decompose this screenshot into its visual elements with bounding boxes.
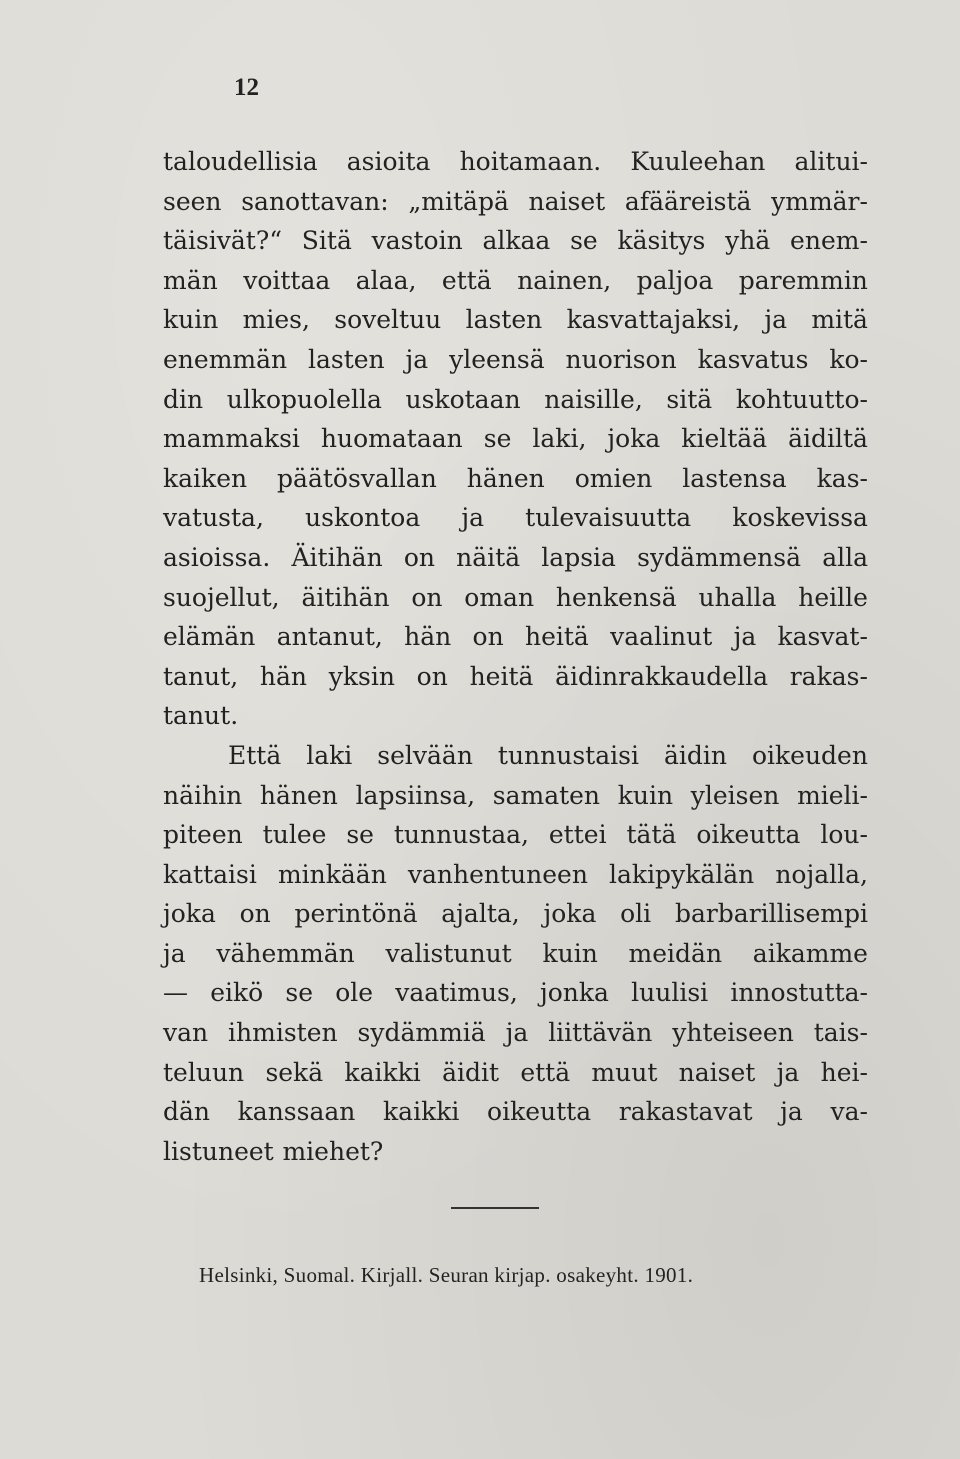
text-line	[163, 578, 868, 618]
word: hoitamaan.	[459, 147, 602, 176]
word: ja	[733, 622, 757, 652]
word: paljoa	[636, 265, 714, 295]
word: äidinrakkaudella	[555, 661, 768, 691]
word: rakas-	[789, 661, 868, 691]
word: laki	[306, 740, 353, 770]
word: on	[239, 899, 271, 929]
text-line	[163, 973, 868, 1013]
word: huomataan	[320, 424, 463, 454]
word: yhä	[725, 226, 771, 256]
word: muut	[591, 1057, 658, 1087]
word: enemmän	[163, 344, 288, 374]
text-line	[163, 182, 868, 222]
word: ja	[764, 305, 788, 335]
word: ole	[335, 978, 374, 1008]
text-line	[163, 459, 868, 499]
word: asioita	[346, 147, 431, 176]
word: kaikki	[344, 1057, 421, 1087]
word: kasvattajaksi,	[566, 305, 741, 335]
text-line	[163, 300, 868, 340]
word: kanssaan	[237, 1097, 356, 1127]
word: laki,	[532, 424, 587, 454]
word: barbarillisempi	[674, 899, 868, 929]
word: aikamme	[752, 938, 868, 968]
word: innostutta-	[730, 978, 868, 1008]
word: alla	[822, 542, 868, 572]
word: naiset	[528, 186, 606, 216]
word: Että	[228, 740, 282, 770]
word: lakipykälän	[609, 859, 755, 889]
word: liittävän	[548, 1018, 653, 1048]
word: lou-	[820, 820, 868, 850]
word: joka	[163, 899, 216, 929]
word: eikö	[210, 978, 264, 1008]
word: mieli-	[797, 780, 868, 810]
word: sekä	[265, 1057, 324, 1087]
word: teluun	[163, 1057, 245, 1087]
word: ja	[776, 1057, 800, 1087]
word: miehet?	[282, 1136, 384, 1166]
word: ajalta,	[441, 899, 520, 929]
word: rakastavat	[618, 1097, 753, 1127]
text-line	[163, 815, 868, 855]
word: näihin	[163, 780, 243, 810]
word: se	[346, 820, 374, 850]
body-text	[163, 142, 868, 1171]
word: vatusta,	[163, 503, 264, 533]
word: uhalla	[698, 582, 777, 612]
word: nuorison	[565, 344, 677, 374]
word: afääreistä	[624, 186, 752, 216]
word: joka	[543, 899, 597, 929]
word: kas-	[816, 463, 868, 493]
word: yleisen	[690, 780, 780, 810]
word: „mitäpä	[408, 186, 509, 216]
word: ihmisten	[228, 1018, 338, 1048]
word: täisivät?“	[163, 226, 283, 256]
word: lasten	[465, 305, 543, 335]
word: vanhentuneen	[407, 859, 588, 889]
text-line	[163, 221, 868, 261]
word: ymmär-	[771, 186, 868, 216]
word: oikeutta	[487, 1097, 592, 1127]
text-line	[163, 894, 868, 934]
word: vaatimus,	[395, 978, 518, 1008]
word: mitä	[811, 305, 868, 335]
word: äidit	[442, 1057, 500, 1087]
word: voittaa	[243, 265, 331, 295]
word: oli	[620, 899, 652, 929]
word: mies,	[242, 305, 310, 335]
word: selvään	[377, 740, 473, 770]
word: oikeutta	[696, 820, 801, 850]
text-line	[163, 855, 868, 895]
text-line	[163, 1013, 868, 1053]
word: van	[163, 1018, 209, 1048]
word: että	[441, 265, 492, 295]
word: päätösvallan	[277, 463, 437, 493]
word: oman	[464, 582, 535, 612]
word: äidin	[663, 740, 727, 770]
word: Äitihän	[291, 542, 383, 572]
text-line	[163, 657, 868, 697]
word: tanut.	[163, 701, 239, 731]
word: kattaisi	[163, 859, 257, 889]
word: lastensa	[682, 463, 787, 493]
word: omien	[574, 463, 653, 493]
text-line	[163, 696, 868, 736]
word: naiset	[678, 1057, 756, 1087]
word: lapsia	[541, 542, 616, 572]
text-line	[163, 1053, 868, 1093]
word: ja	[405, 344, 429, 374]
word: hän	[259, 661, 307, 691]
word: joka	[607, 424, 661, 454]
word: vastoin	[371, 226, 463, 256]
word: henkensä	[555, 582, 677, 612]
word: taloudellisia	[163, 147, 318, 176]
word: soveltuu	[334, 305, 442, 335]
word: sitä	[666, 384, 713, 414]
word: alaa,	[355, 265, 417, 295]
word: kuin	[617, 780, 674, 810]
text-line	[163, 934, 868, 974]
word: valistunut	[385, 938, 512, 968]
text-line	[163, 776, 868, 816]
word: heille	[798, 582, 868, 612]
word: tais-	[813, 1018, 868, 1048]
word: on	[411, 582, 443, 612]
text-line	[163, 419, 868, 459]
text-line	[163, 142, 868, 182]
word: alitui-	[794, 147, 868, 176]
word: minkään	[277, 859, 387, 889]
word: kohtuutto-	[735, 384, 868, 414]
word: se	[483, 424, 512, 454]
word: luulisi	[631, 978, 709, 1008]
word: asioissa.	[163, 542, 271, 572]
word: kaikki	[383, 1097, 460, 1127]
word: yleensä	[449, 344, 545, 374]
page-number: 12	[234, 74, 259, 101]
word: se	[285, 978, 313, 1008]
word: —	[163, 978, 188, 1008]
word: meidän	[628, 938, 723, 968]
word: kuin	[542, 938, 598, 968]
end-rule	[451, 1207, 539, 1209]
word: nojalla,	[775, 859, 868, 889]
word: seen	[163, 186, 222, 216]
word: on	[472, 622, 504, 652]
word: äitihän	[301, 582, 390, 612]
word: tanut,	[163, 661, 239, 691]
word: tunnustaisi	[497, 740, 639, 770]
word: män	[163, 265, 218, 295]
text-line	[163, 261, 868, 301]
word: piteen	[163, 820, 243, 850]
word: kasvat-	[777, 622, 868, 652]
printer-imprint: Helsinki, Suomal. Kirjall. Seuran kirjap. osakeyht. 1901.	[199, 1263, 694, 1287]
word: on	[403, 542, 435, 572]
word: tulee	[262, 820, 327, 850]
word: kaiken	[163, 463, 248, 493]
word: kieltää	[681, 424, 768, 454]
word: lapsiinsa,	[355, 780, 476, 810]
word: vähemmän	[216, 938, 355, 968]
word: mammaksi	[163, 424, 300, 454]
word: äidiltä	[788, 424, 868, 454]
word: ko-	[829, 344, 868, 374]
word: naisille,	[544, 384, 643, 414]
word: nainen,	[517, 265, 612, 295]
word: heitä	[469, 661, 534, 691]
word: hei-	[820, 1057, 868, 1087]
word: va-	[830, 1097, 868, 1127]
word: vaalinut	[610, 622, 713, 652]
text-line	[163, 617, 868, 657]
text-line	[163, 736, 868, 776]
word: että	[520, 1057, 571, 1087]
word: Sitä	[301, 226, 352, 256]
word: heitä	[524, 622, 589, 652]
word: kuin	[163, 305, 219, 335]
word: uskotaan	[405, 384, 521, 414]
word: antanut,	[276, 622, 383, 652]
word: sanottavan:	[241, 186, 389, 216]
word: näitä	[456, 542, 521, 572]
word: listuneet	[163, 1136, 274, 1166]
word: sydämmiä	[357, 1018, 486, 1048]
word: hänen	[259, 780, 338, 810]
text-line	[163, 498, 868, 538]
text-line	[163, 1092, 868, 1132]
word: sydämmensä	[637, 542, 802, 572]
word: perintönä	[294, 899, 418, 929]
word: oikeuden	[751, 740, 868, 770]
text-line	[163, 380, 868, 420]
word: alkaa	[482, 226, 551, 256]
word: lasten	[307, 344, 385, 374]
word: din	[163, 384, 204, 414]
word: jonka	[539, 978, 609, 1008]
word: ettei	[548, 820, 607, 850]
word: on	[416, 661, 448, 691]
word: ulkopuolella	[226, 384, 382, 414]
word: suojellut,	[163, 582, 280, 612]
word: yksin	[328, 661, 395, 691]
word: enem-	[790, 226, 868, 256]
word: tätä	[626, 820, 677, 850]
text-line	[163, 340, 868, 380]
word: Kuuleehan	[630, 147, 766, 176]
word: yhteiseen	[672, 1018, 794, 1048]
word: samaten	[492, 780, 601, 810]
word: kasvatus	[697, 344, 809, 374]
word: se	[570, 226, 598, 256]
word: käsitys	[617, 226, 706, 256]
text-line	[163, 1132, 868, 1172]
word: ja	[163, 938, 186, 968]
word: elämän	[163, 622, 256, 652]
word: ja	[505, 1018, 529, 1048]
word: ja	[780, 1097, 803, 1127]
word: ja	[461, 503, 485, 533]
word: hän	[404, 622, 452, 652]
word: tulevaisuutta	[525, 503, 692, 533]
word: dän	[163, 1097, 211, 1127]
text-line	[163, 538, 868, 578]
word: tunnustaa,	[393, 820, 529, 850]
word: koskevissa	[732, 503, 868, 533]
word: hänen	[466, 463, 545, 493]
word: paremmin	[738, 265, 868, 295]
word: uskontoa	[305, 503, 421, 533]
